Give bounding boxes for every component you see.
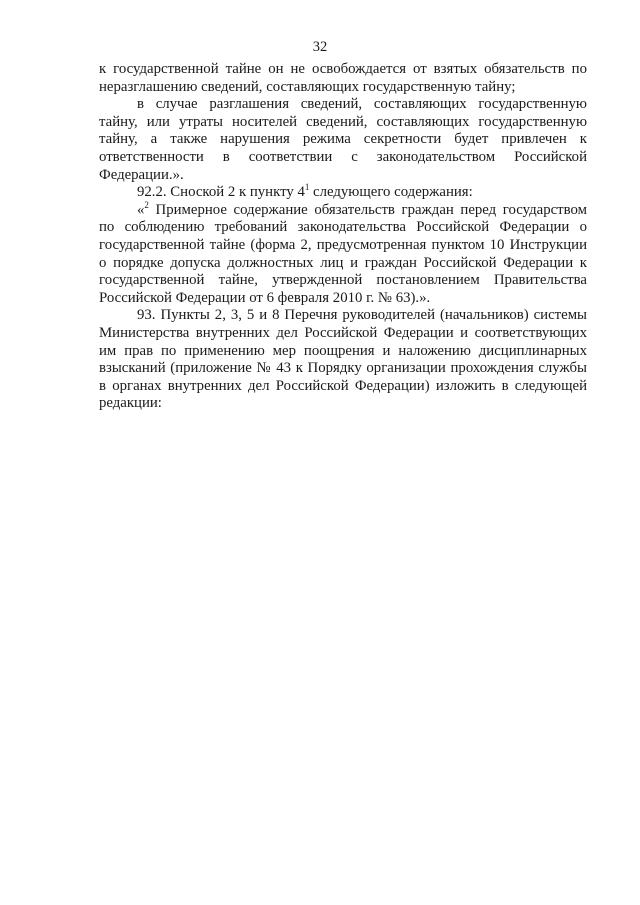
paragraph-obligation-end: к государственной тайне он не освобождается от взятых обязательств по неразглашению сведений, составляющих государственную тайну;: [99, 61, 587, 95]
document-body: [99, 61, 587, 413]
paragraph-92-2-text-end: следующего содержания:: [309, 184, 473, 201]
page-number: 32: [312, 39, 328, 55]
paragraph-disclosure-liability: в случае разглашения сведений, составляющих государственную тайну, или утраты носителей сведений, составляющих государственную тайну, а также нарушения режима секретности будет привлечен к ответственности в соответствии с законодательством Российской Федерации.».: [99, 96, 587, 183]
paragraph-92-2: [99, 184, 587, 202]
paragraph-footnote-text: [99, 199, 587, 308]
footnote-marker: 2: [144, 199, 149, 210]
footnote-body: Примерное содержание обязательств граждан перед государством по соблюдению требований законодательства Российской Федерации о государственной тайне (форма 2, предусмотренная пунктом 10 Инструкции о порядке допуска должностных лиц и граждан Российской Федерации к государственной тайне, утвержденной постановлением Правительства Российской Федерации от 6 февраля 2010 г. № 63).».: [99, 201, 587, 306]
paragraph-93: 93. Пункты 2, 3, 5 и 8 Перечня руководителей (начальников) системы Министерства внутренних дел Российской Федерации и соответствующих им прав по применению мер поощрения и наложению дисциплинарных взысканий (приложение № 43 к Порядку организации прохождения службы в органах внутренних дел Российской Федерации) изложить в следующей редакции:: [99, 307, 587, 412]
paragraph-92-2-text: 92.2. Сноской 2 к пункту 4: [137, 184, 305, 201]
footnote-open-quote: «: [137, 201, 145, 218]
footnote-reference: 1: [304, 182, 310, 193]
